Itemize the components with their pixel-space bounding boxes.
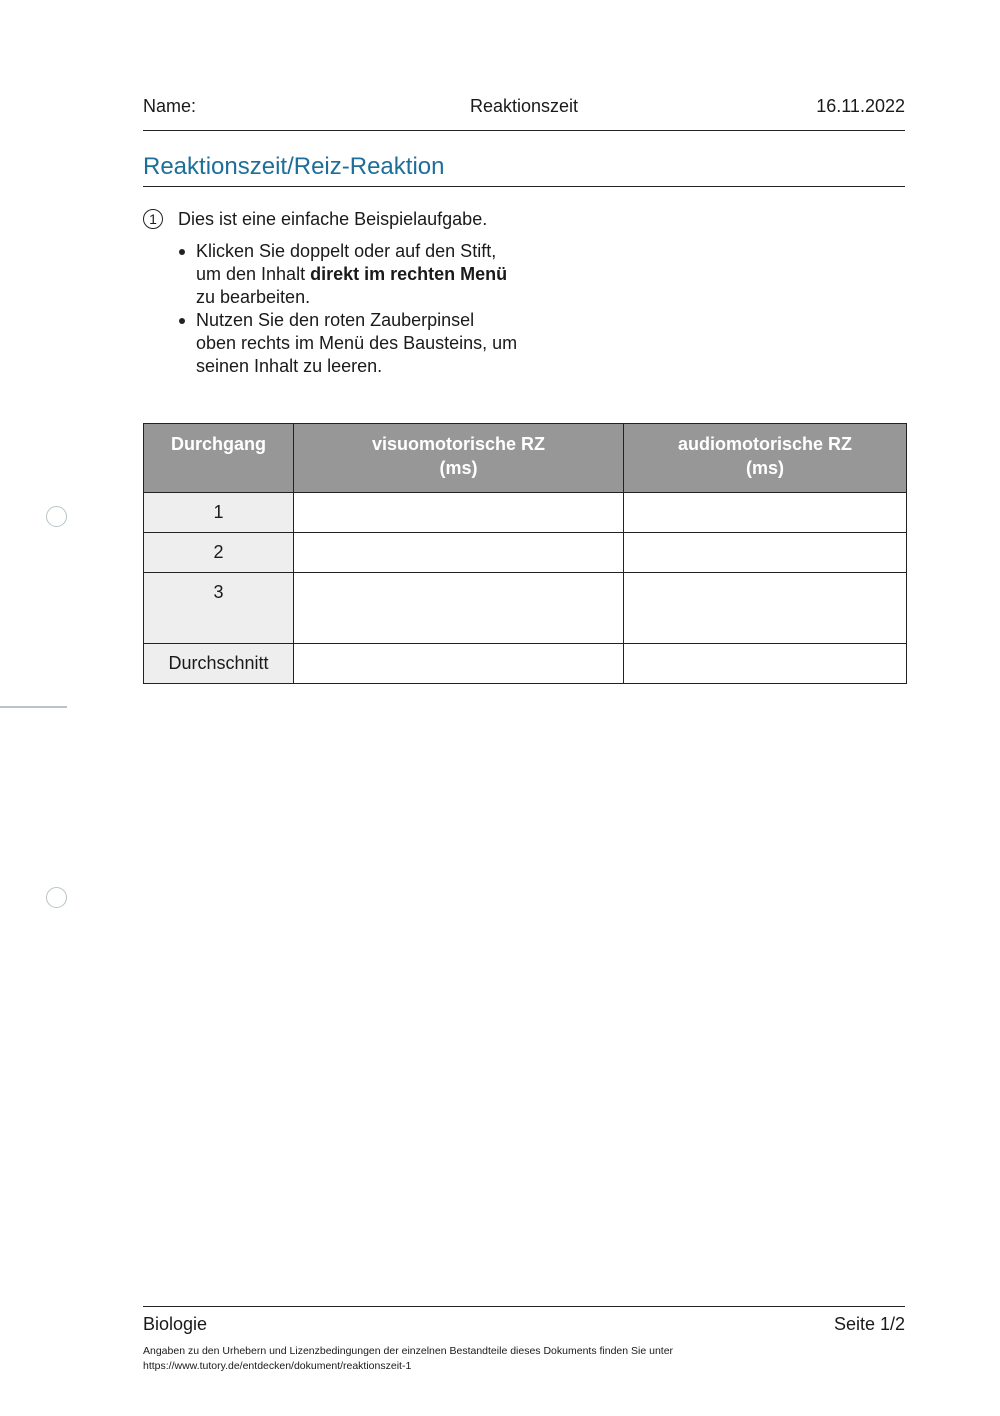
column-header-visuomotor: visuomotorische RZ (ms) <box>294 424 624 493</box>
footer-license-note: Angaben zu den Urhebern und Lizenzbedingungen der einzelnen Bestandteile dieses Dokuments finden Sie unter https://www.tutory.de/entdecken/dokument/reaktionszeit-1 <box>143 1345 674 1372</box>
row-label: 2 <box>144 533 294 573</box>
audiomotor-cell[interactable] <box>624 493 907 533</box>
table-row <box>144 533 907 573</box>
table-row <box>144 493 907 533</box>
visuomotor-cell[interactable] <box>294 533 624 573</box>
reaction-time-table[interactable] <box>143 423 907 684</box>
task-number-badge: 1 <box>143 209 163 229</box>
table-row <box>144 573 907 644</box>
page-header <box>143 94 905 131</box>
punch-hole-marker-bottom <box>46 887 67 908</box>
row-label: 1 <box>144 493 294 533</box>
footer-license-link[interactable]: https://www.tutory.de/entdecken/dokument/reaktionszeit-1 <box>143 1360 412 1372</box>
header-name-label: Name: <box>143 96 197 116</box>
row-label: 3 <box>144 573 294 644</box>
audiomotor-cell[interactable] <box>624 533 907 573</box>
footer-page-number: Seite 1/2 <box>833 1314 905 1334</box>
visuomotor-cell[interactable] <box>294 493 624 533</box>
column-header-audiomotor: audiomotorische RZ (ms) <box>624 424 907 493</box>
bullet-item: Klicken Sie doppelt oder auf den Stift, um den Inhalt direkt im rechten Menü zu bearbeiten. <box>178 240 518 309</box>
table-header-row <box>144 424 907 493</box>
audiomotor-cell[interactable] <box>624 573 907 644</box>
audiomotor-average-cell[interactable] <box>624 644 907 684</box>
header-title: Reaktionszeit <box>469 96 579 116</box>
page-footer <box>143 1306 905 1372</box>
punch-hole-marker-top <box>46 506 67 527</box>
task-bullet-list <box>178 240 518 378</box>
footer-subject: Biologie <box>143 1314 208 1334</box>
table-row <box>144 644 907 684</box>
visuomotor-average-cell[interactable] <box>294 644 624 684</box>
header-date: 16.11.2022 <box>816 96 905 116</box>
visuomotor-cell[interactable] <box>294 573 624 644</box>
column-header-durchgang: Durchgang <box>144 424 294 493</box>
bullet-item: Nutzen Sie den roten Zauberpinsel oben rechts im Menü des Bausteins, um seinen Inhalt zu leeren. <box>178 309 518 378</box>
row-label-average: Durchschnitt <box>144 644 294 684</box>
fold-mark <box>0 706 67 708</box>
task-text: Dies ist eine einfache Beispielaufgabe. <box>178 209 488 229</box>
document-title[interactable]: Reaktionszeit/Reiz-Reaktion <box>143 150 905 187</box>
